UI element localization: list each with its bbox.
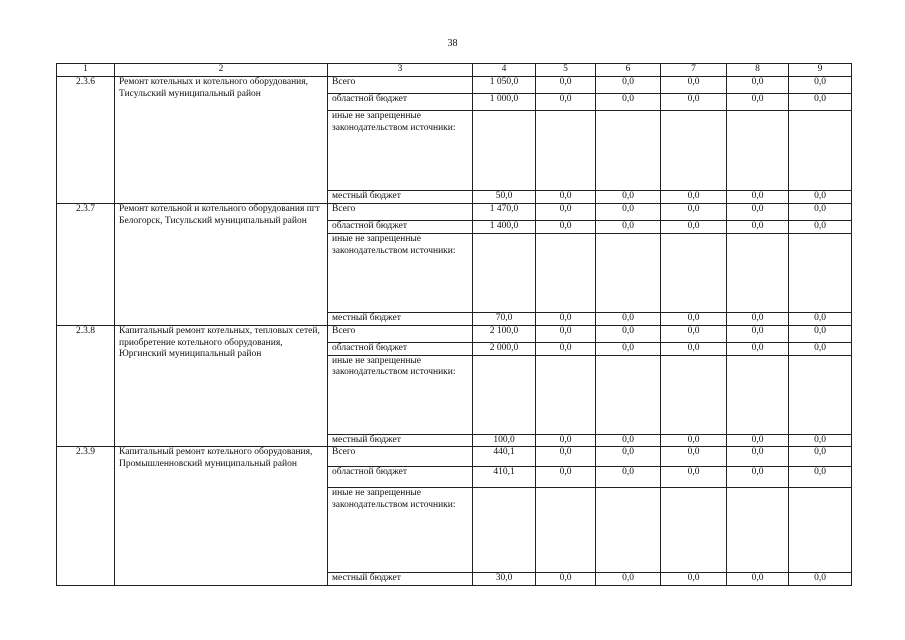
value-cell: 0,0 bbox=[536, 220, 596, 233]
value-cell: 0,0 bbox=[789, 191, 852, 204]
value-cell: 0,0 bbox=[727, 447, 789, 467]
value-cell bbox=[789, 355, 852, 434]
value-cell bbox=[727, 488, 789, 573]
value-cell: 0,0 bbox=[596, 342, 661, 355]
value-cell bbox=[473, 355, 536, 434]
item-name: Ремонт котельной и котельного оборудования пгт Белогорск, Тисульский муниципальный район bbox=[115, 203, 328, 325]
value-cell: 0,0 bbox=[727, 203, 789, 220]
item-name: Капитальный ремонт котельных, тепловых сетей, приобретение котельного оборудования, Юргинский муниципальный район bbox=[115, 325, 328, 447]
value-cell bbox=[473, 111, 536, 191]
value-cell: 0,0 bbox=[661, 467, 727, 488]
value-cell: 0,0 bbox=[536, 447, 596, 467]
value-cell: 0,0 bbox=[661, 191, 727, 204]
table-row bbox=[57, 447, 852, 467]
value-cell: 0,0 bbox=[727, 342, 789, 355]
value-cell: 0,0 bbox=[661, 312, 727, 325]
value-cell: 0,0 bbox=[536, 94, 596, 111]
value-cell: 0,0 bbox=[596, 467, 661, 488]
value-cell: 410,1 bbox=[473, 467, 536, 488]
table-row bbox=[57, 325, 852, 342]
value-cell: 2 100,0 bbox=[473, 325, 536, 342]
value-cell bbox=[473, 488, 536, 573]
value-cell: 0,0 bbox=[536, 191, 596, 204]
value-cell bbox=[596, 233, 661, 312]
item-code: 2.3.8 bbox=[57, 325, 115, 447]
value-cell: 0,0 bbox=[596, 77, 661, 94]
value-cell: 0,0 bbox=[727, 94, 789, 111]
value-cell bbox=[727, 233, 789, 312]
value-cell: 1 000,0 bbox=[473, 94, 536, 111]
value-cell bbox=[661, 233, 727, 312]
value-cell: 0,0 bbox=[727, 325, 789, 342]
value-cell bbox=[536, 488, 596, 573]
funding-source-label: областной бюджет bbox=[328, 220, 473, 233]
funding-source-label: местный бюджет bbox=[328, 191, 473, 204]
funding-source-label: местный бюджет bbox=[328, 573, 473, 586]
item-code: 2.3.9 bbox=[57, 447, 115, 586]
funding-source-label: Всего bbox=[328, 77, 473, 94]
table-row bbox=[57, 203, 852, 220]
value-cell bbox=[789, 233, 852, 312]
value-cell: 0,0 bbox=[536, 573, 596, 586]
value-cell: 0,0 bbox=[789, 77, 852, 94]
value-cell bbox=[789, 111, 852, 191]
value-cell: 0,0 bbox=[596, 325, 661, 342]
header-row bbox=[57, 64, 852, 77]
value-cell bbox=[727, 355, 789, 434]
funding-source-label: местный бюджет bbox=[328, 434, 473, 447]
value-cell: 0,0 bbox=[727, 573, 789, 586]
value-cell: 0,0 bbox=[727, 312, 789, 325]
value-cell bbox=[727, 111, 789, 191]
value-cell: 0,0 bbox=[596, 94, 661, 111]
table-row bbox=[57, 77, 852, 94]
value-cell: 100,0 bbox=[473, 434, 536, 447]
value-cell: 1 400,0 bbox=[473, 220, 536, 233]
value-cell: 0,0 bbox=[596, 447, 661, 467]
funding-source-label: иные не запрещенные законодательством источники: bbox=[328, 355, 473, 434]
column-header: 4 bbox=[473, 64, 536, 77]
value-cell: 0,0 bbox=[727, 191, 789, 204]
value-cell: 0,0 bbox=[727, 467, 789, 488]
value-cell: 1 470,0 bbox=[473, 203, 536, 220]
funding-source-label: иные не запрещенные законодательством источники: bbox=[328, 488, 473, 573]
value-cell: 0,0 bbox=[789, 467, 852, 488]
column-header: 2 bbox=[115, 64, 328, 77]
value-cell: 0,0 bbox=[661, 447, 727, 467]
value-cell bbox=[596, 111, 661, 191]
value-cell: 0,0 bbox=[789, 573, 852, 586]
value-cell: 0,0 bbox=[596, 191, 661, 204]
value-cell bbox=[536, 233, 596, 312]
funding-source-label: Всего bbox=[328, 325, 473, 342]
item-name: Капитальный ремонт котельного оборудования, Промышленновский муниципальный район bbox=[115, 447, 328, 586]
value-cell bbox=[596, 355, 661, 434]
value-cell: 2 000,0 bbox=[473, 342, 536, 355]
funding-source-label: иные не запрещенные законодательством источники: bbox=[328, 111, 473, 191]
value-cell: 0,0 bbox=[536, 203, 596, 220]
value-cell: 0,0 bbox=[536, 342, 596, 355]
column-header: 3 bbox=[328, 64, 473, 77]
value-cell: 0,0 bbox=[661, 325, 727, 342]
value-cell: 0,0 bbox=[661, 203, 727, 220]
value-cell: 70,0 bbox=[473, 312, 536, 325]
value-cell bbox=[661, 488, 727, 573]
budget-table bbox=[56, 63, 852, 586]
column-header: 1 bbox=[57, 64, 115, 77]
value-cell bbox=[536, 355, 596, 434]
item-code: 2.3.6 bbox=[57, 77, 115, 204]
value-cell: 0,0 bbox=[536, 467, 596, 488]
value-cell: 0,0 bbox=[596, 312, 661, 325]
value-cell: 0,0 bbox=[789, 325, 852, 342]
value-cell: 30,0 bbox=[473, 573, 536, 586]
value-cell: 0,0 bbox=[789, 342, 852, 355]
value-cell: 0,0 bbox=[596, 573, 661, 586]
funding-source-label: областной бюджет bbox=[328, 94, 473, 111]
value-cell bbox=[661, 355, 727, 434]
value-cell bbox=[596, 488, 661, 573]
value-cell: 0,0 bbox=[596, 203, 661, 220]
value-cell: 0,0 bbox=[789, 94, 852, 111]
value-cell: 1 050,0 bbox=[473, 77, 536, 94]
value-cell bbox=[536, 111, 596, 191]
item-name: Ремонт котельных и котельного оборудования, Тисульский муниципальный район bbox=[115, 77, 328, 204]
column-header: 5 bbox=[536, 64, 596, 77]
value-cell: 0,0 bbox=[727, 434, 789, 447]
value-cell bbox=[661, 111, 727, 191]
value-cell: 0,0 bbox=[536, 77, 596, 94]
funding-source-label: иные не запрещенные законодательством источники: bbox=[328, 233, 473, 312]
value-cell: 0,0 bbox=[727, 220, 789, 233]
value-cell: 0,0 bbox=[661, 342, 727, 355]
value-cell: 0,0 bbox=[789, 203, 852, 220]
value-cell: 0,0 bbox=[536, 312, 596, 325]
value-cell bbox=[789, 488, 852, 573]
value-cell: 0,0 bbox=[661, 77, 727, 94]
value-cell: 0,0 bbox=[661, 94, 727, 111]
value-cell: 0,0 bbox=[789, 220, 852, 233]
value-cell: 0,0 bbox=[661, 434, 727, 447]
column-header: 6 bbox=[596, 64, 661, 77]
value-cell: 0,0 bbox=[789, 312, 852, 325]
value-cell: 0,0 bbox=[536, 434, 596, 447]
value-cell: 0,0 bbox=[661, 220, 727, 233]
page-number: 38 bbox=[447, 38, 458, 49]
value-cell: 0,0 bbox=[596, 434, 661, 447]
funding-source-label: местный бюджет bbox=[328, 312, 473, 325]
funding-source-label: Всего bbox=[328, 447, 473, 467]
column-header: 9 bbox=[789, 64, 852, 77]
value-cell bbox=[473, 233, 536, 312]
value-cell: 50,0 bbox=[473, 191, 536, 204]
value-cell: 0,0 bbox=[596, 220, 661, 233]
value-cell: 0,0 bbox=[536, 325, 596, 342]
funding-source-label: Всего bbox=[328, 203, 473, 220]
item-code: 2.3.7 bbox=[57, 203, 115, 325]
value-cell: 0,0 bbox=[727, 77, 789, 94]
value-cell: 0,0 bbox=[789, 447, 852, 467]
column-header: 7 bbox=[661, 64, 727, 77]
value-cell: 440,1 bbox=[473, 447, 536, 467]
column-header: 8 bbox=[727, 64, 789, 77]
funding-source-label: областной бюджет bbox=[328, 342, 473, 355]
value-cell: 0,0 bbox=[789, 434, 852, 447]
value-cell: 0,0 bbox=[661, 573, 727, 586]
funding-source-label: областной бюджет bbox=[328, 467, 473, 488]
